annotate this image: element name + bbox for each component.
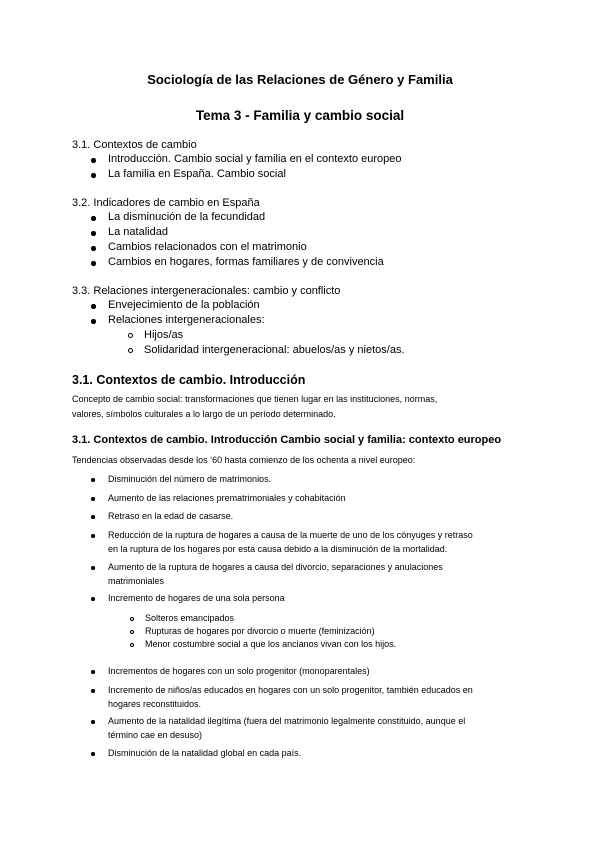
toc-item: Cambios relacionados con el matrimonio xyxy=(108,241,307,253)
toc-item: Introducción. Cambio social y familia en el contexto europeo xyxy=(108,153,402,165)
paragraph-line: valores, símbolos culturales a lo largo de un período determinado. xyxy=(72,409,336,419)
bullet-icon xyxy=(91,497,95,501)
bullet-icon xyxy=(91,515,95,519)
list-item-line: Aumento de la ruptura de hogares a causa del divorcio, separaciones y anulaciones xyxy=(108,562,443,572)
list-item: Incrementos de hogares con un solo progenitor (monoparentales) xyxy=(108,666,370,676)
bullet-icon xyxy=(91,689,95,693)
bullet-icon xyxy=(91,534,95,538)
list-item-line: en la ruptura de los hogares por esta causa debido a la disminución de la mortalidad. xyxy=(108,544,448,554)
toc-subitem: Solidaridad intergeneracional: abuelos/as y nietos/as. xyxy=(144,344,405,356)
bullet-icon xyxy=(91,173,96,178)
bullet-icon xyxy=(91,478,95,482)
toc-item: Relaciones intergeneracionales: xyxy=(108,314,265,326)
bullet-icon xyxy=(91,216,96,221)
circle-bullet-icon xyxy=(130,630,134,634)
list-item-line: matrimoniales xyxy=(108,576,165,586)
toc-item: Cambios en hogares, formas familiares y de convivencia xyxy=(108,256,384,268)
section-heading: 3.1. Contextos de cambio. Introducción Cambio social y familia: contexto europeo xyxy=(72,434,502,446)
toc-item: Envejecimiento de la población xyxy=(108,299,260,311)
circle-bullet-icon xyxy=(130,643,134,647)
list-item-line: hogares reconstituidos. xyxy=(108,699,202,709)
list-item-line: Reducción de la ruptura de hogares a causa de la muerte de uno de los cónyuges y retraso xyxy=(108,530,473,540)
document-subtitle: Tema 3 - Familia y cambio social xyxy=(195,108,405,123)
bullet-icon xyxy=(91,752,95,756)
list-subitem: Rupturas de hogares por divorcio o muerte (feminización) xyxy=(145,626,375,636)
bullet-icon xyxy=(91,670,95,674)
toc-item: La disminución de la fecundidad xyxy=(108,211,266,223)
bullet-icon xyxy=(91,566,95,570)
bullet-icon xyxy=(91,304,96,309)
list-item: Disminución del número de matrimonios. xyxy=(108,474,272,484)
bullet-icon xyxy=(91,231,96,236)
list-subitem: Solteros emancipados xyxy=(145,613,235,623)
bullet-icon xyxy=(91,246,96,251)
list-item: Incremento de hogares de una sola persona xyxy=(108,593,285,603)
bullet-icon xyxy=(91,261,96,266)
toc-heading-3-2: 3.2. Indicadores de cambio en España xyxy=(72,197,260,209)
bullet-icon xyxy=(91,158,96,163)
document-title: Sociología de las Relaciones de Género y Familia xyxy=(147,72,453,87)
bullet-icon xyxy=(91,720,95,724)
list-item: Retraso en la edad de casarse. xyxy=(108,511,234,521)
toc-heading-3-3: 3.3. Relaciones intergeneracionales: cambio y conflicto xyxy=(72,285,341,297)
list-item: Disminución de la natalidad global en cada país. xyxy=(108,748,302,758)
circle-bullet-icon xyxy=(128,333,133,338)
toc-item: La familia en España. Cambio social xyxy=(108,168,286,180)
list-item-line: Incremento de niños/as educados en hogares con un solo progenitor, también educados en xyxy=(108,685,473,695)
bullet-icon xyxy=(91,597,95,601)
paragraph-line: Tendencias observadas desde los ‘60 hasta comienzo de los ochenta a nivel europeo: xyxy=(72,455,416,465)
bullet-icon xyxy=(91,319,96,324)
toc-heading-3-1: 3.1. Contextos de cambio xyxy=(72,139,197,151)
section-heading: 3.1. Contextos de cambio. Introducción xyxy=(72,373,306,387)
circle-bullet-icon xyxy=(130,617,134,621)
toc-subitem: Hijos/as xyxy=(144,329,184,341)
circle-bullet-icon xyxy=(128,348,133,353)
list-item: Aumento de las relaciones prematrimoniales y cohabitación xyxy=(108,493,346,503)
list-item-line: término cae en desuso) xyxy=(108,730,203,740)
paragraph-line: Concepto de cambio social: transformaciones que tienen lugar en las instituciones, normas, xyxy=(72,394,438,404)
list-subitem: Menor costumbre social a que los ancianos vivan con los hijos. xyxy=(145,639,397,649)
toc-item: La natalidad xyxy=(108,226,168,238)
list-item-line: Aumento de la natalidad ilegítima (fuera del matrimonio legalmente constituido, aunque el xyxy=(108,716,466,726)
